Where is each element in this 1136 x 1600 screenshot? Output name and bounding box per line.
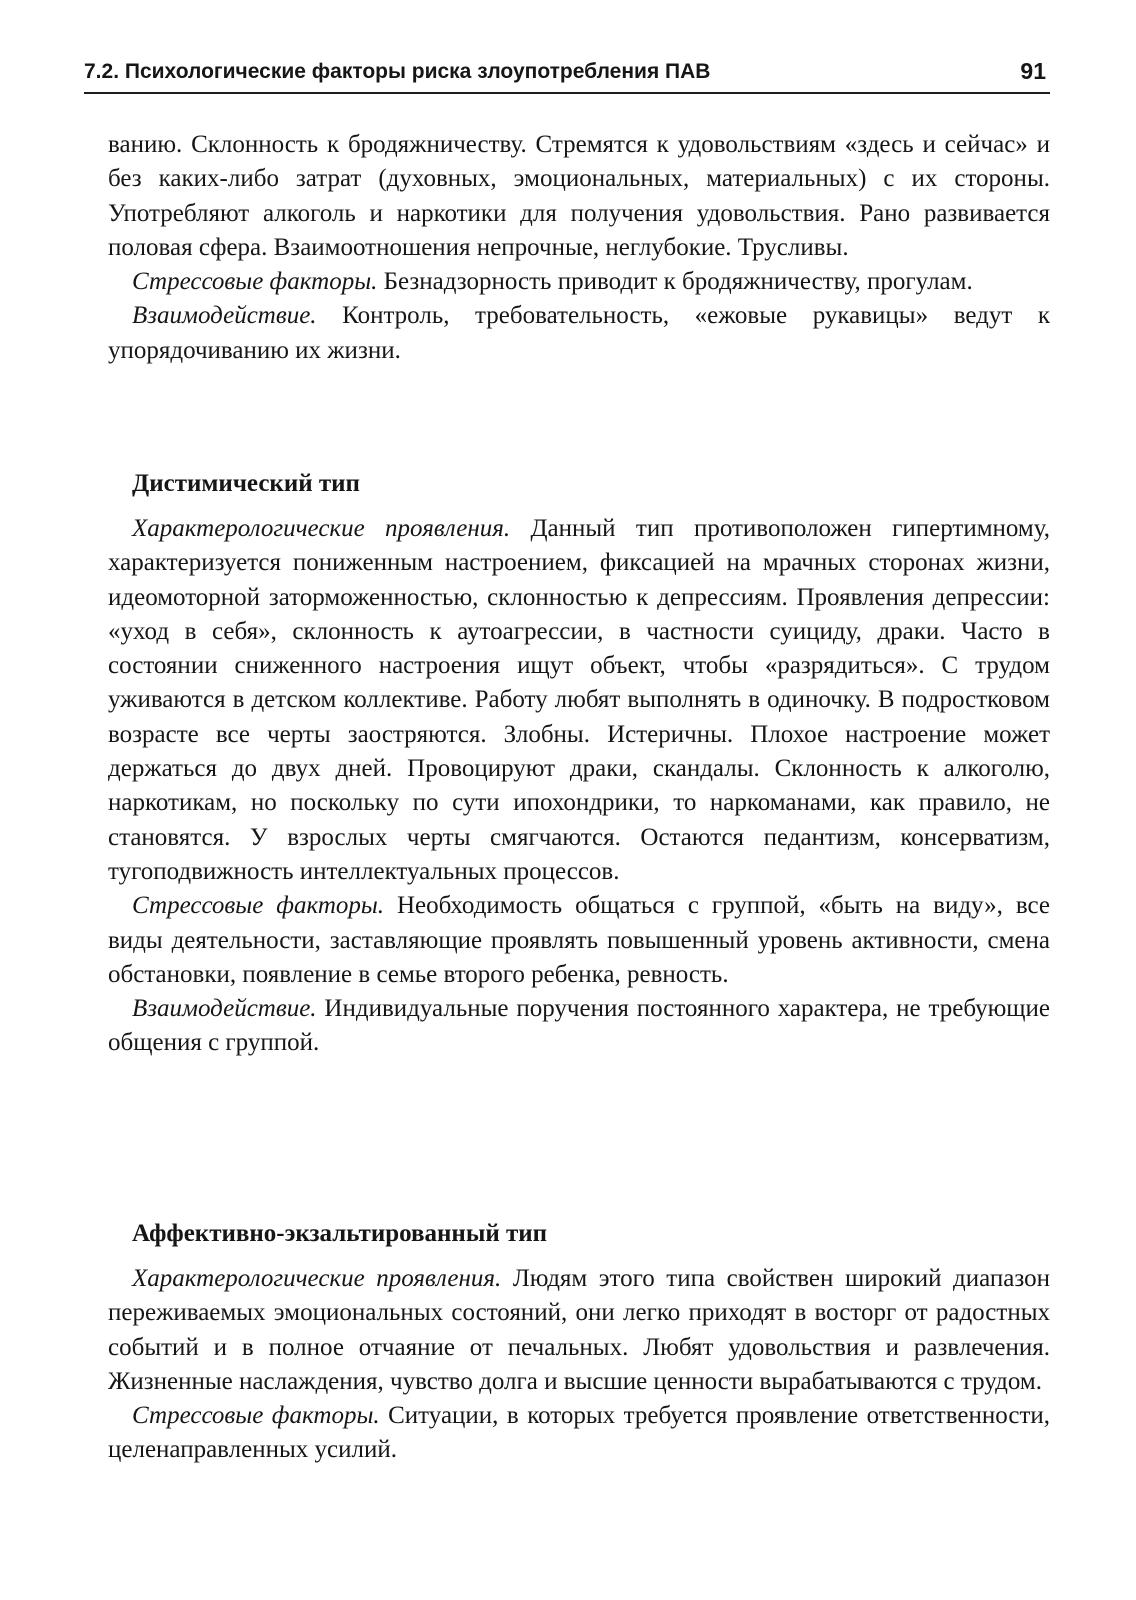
paragraph-lead: Стрессовые факторы. — [132, 268, 378, 296]
paragraph-text: Данный тип противоположен гипертимному, характеризуется пониженным настроением, фиксацией на мрачных сторонах жизни, идеомоторной заторможенностью, склонностью к депрессиям. Проявления депрессии: «уход в себя», склонность к аутоагрессии, в частности суициду, драки. Часто в состоянии сниженного настроения ищут объект, чтобы «разрядиться». С трудом уживаются в детском коллективе. Работу любят выполнять в одиночку. В подростковом возрасте все черты заостряются. Злобны. Истеричны. Плохое настроение может держаться до двух дней. Провоцируют драки, скандалы. Склонность к алкоголю, наркотикам, но поскольку по сути ипохондрики, то наркоманами, как правило, не становятся. У взрослых черты смягчаются. Остаются педантизм, консерватизм, тугоподвижность интеллектуальных процессов. — [108, 515, 1050, 885]
paragraph-text: Безнадзорность приводит к бродяжничеству, прогулам. — [377, 268, 973, 296]
section-heading: Аффективно-экзальтированный тип — [132, 1220, 548, 1247]
continued-text-block — [108, 128, 1050, 368]
running-head — [84, 54, 1050, 94]
paragraph-lead: Взаимодействие. — [132, 995, 317, 1023]
paragraph — [108, 265, 1050, 299]
section-text-block — [108, 512, 1050, 1061]
section-heading: Дистимический тип — [132, 470, 360, 497]
paragraph-text: Контроль, требовательность, «ежовые рукавицы» ведут к упорядочиванию их жизни. — [108, 302, 1050, 364]
paragraph — [108, 299, 1050, 368]
paragraph-lead: Характерологические проявления. — [132, 1265, 502, 1292]
paragraph-text: Индивидуальные поручения постоянного характера, не требующие общения с группой. — [108, 995, 1050, 1057]
paragraph-lead: Взаимодействие. — [132, 302, 317, 330]
paragraph-lead: Стрессовые факторы. — [132, 892, 385, 920]
paragraph-text: ванию. Склонность к бродяжничеству. Стремятся к удовольствиям «здесь и сейчас» и без каких-либо затрат (духовных, эмоциональных, материальных) с их стороны. Употребляют алкоголь и наркотики для получения удовольствия. Рано развивается половая сфера. Взаимоотношения непрочные, неглубокие. Трусливы. — [108, 131, 1050, 261]
paragraph-text: Людям этого типа свойствен широкий диапазон переживаемых эмоциональных состояний, они легко приходят в восторг от радостных событий и в полное отчаяние от печальных. Любят удовольствия и развлечения. Жизненные наслаждения, чувство долга и высшие ценности вырабатываются с трудом. — [108, 1265, 1050, 1395]
page-number: 91 — [1020, 58, 1046, 84]
paragraph-text: Ситуации, в которых требуется проявление ответственности, целенаправленных усилий. — [108, 1402, 1050, 1464]
section-text-block — [108, 1262, 1050, 1468]
paragraph-text: Необходимость общаться с группой, «быть на виду», все виды деятельности, заставляющие проявлять повышенный уровень активности, смена обстановки, появление в семье второго ребенка, ревность. — [108, 892, 1050, 988]
paragraph-lead: Стрессовые факторы. — [132, 1402, 380, 1430]
paragraph — [108, 512, 1050, 889]
running-head-title: 7.2. Психологические факторы риска злоупотребления ПАВ — [84, 60, 711, 83]
paragraph — [108, 889, 1050, 992]
paragraph-lead: Характерологические проявления. — [132, 515, 511, 542]
paragraph — [108, 128, 1050, 265]
paragraph — [108, 1399, 1050, 1468]
paragraph — [108, 992, 1050, 1061]
paragraph — [108, 1262, 1050, 1399]
